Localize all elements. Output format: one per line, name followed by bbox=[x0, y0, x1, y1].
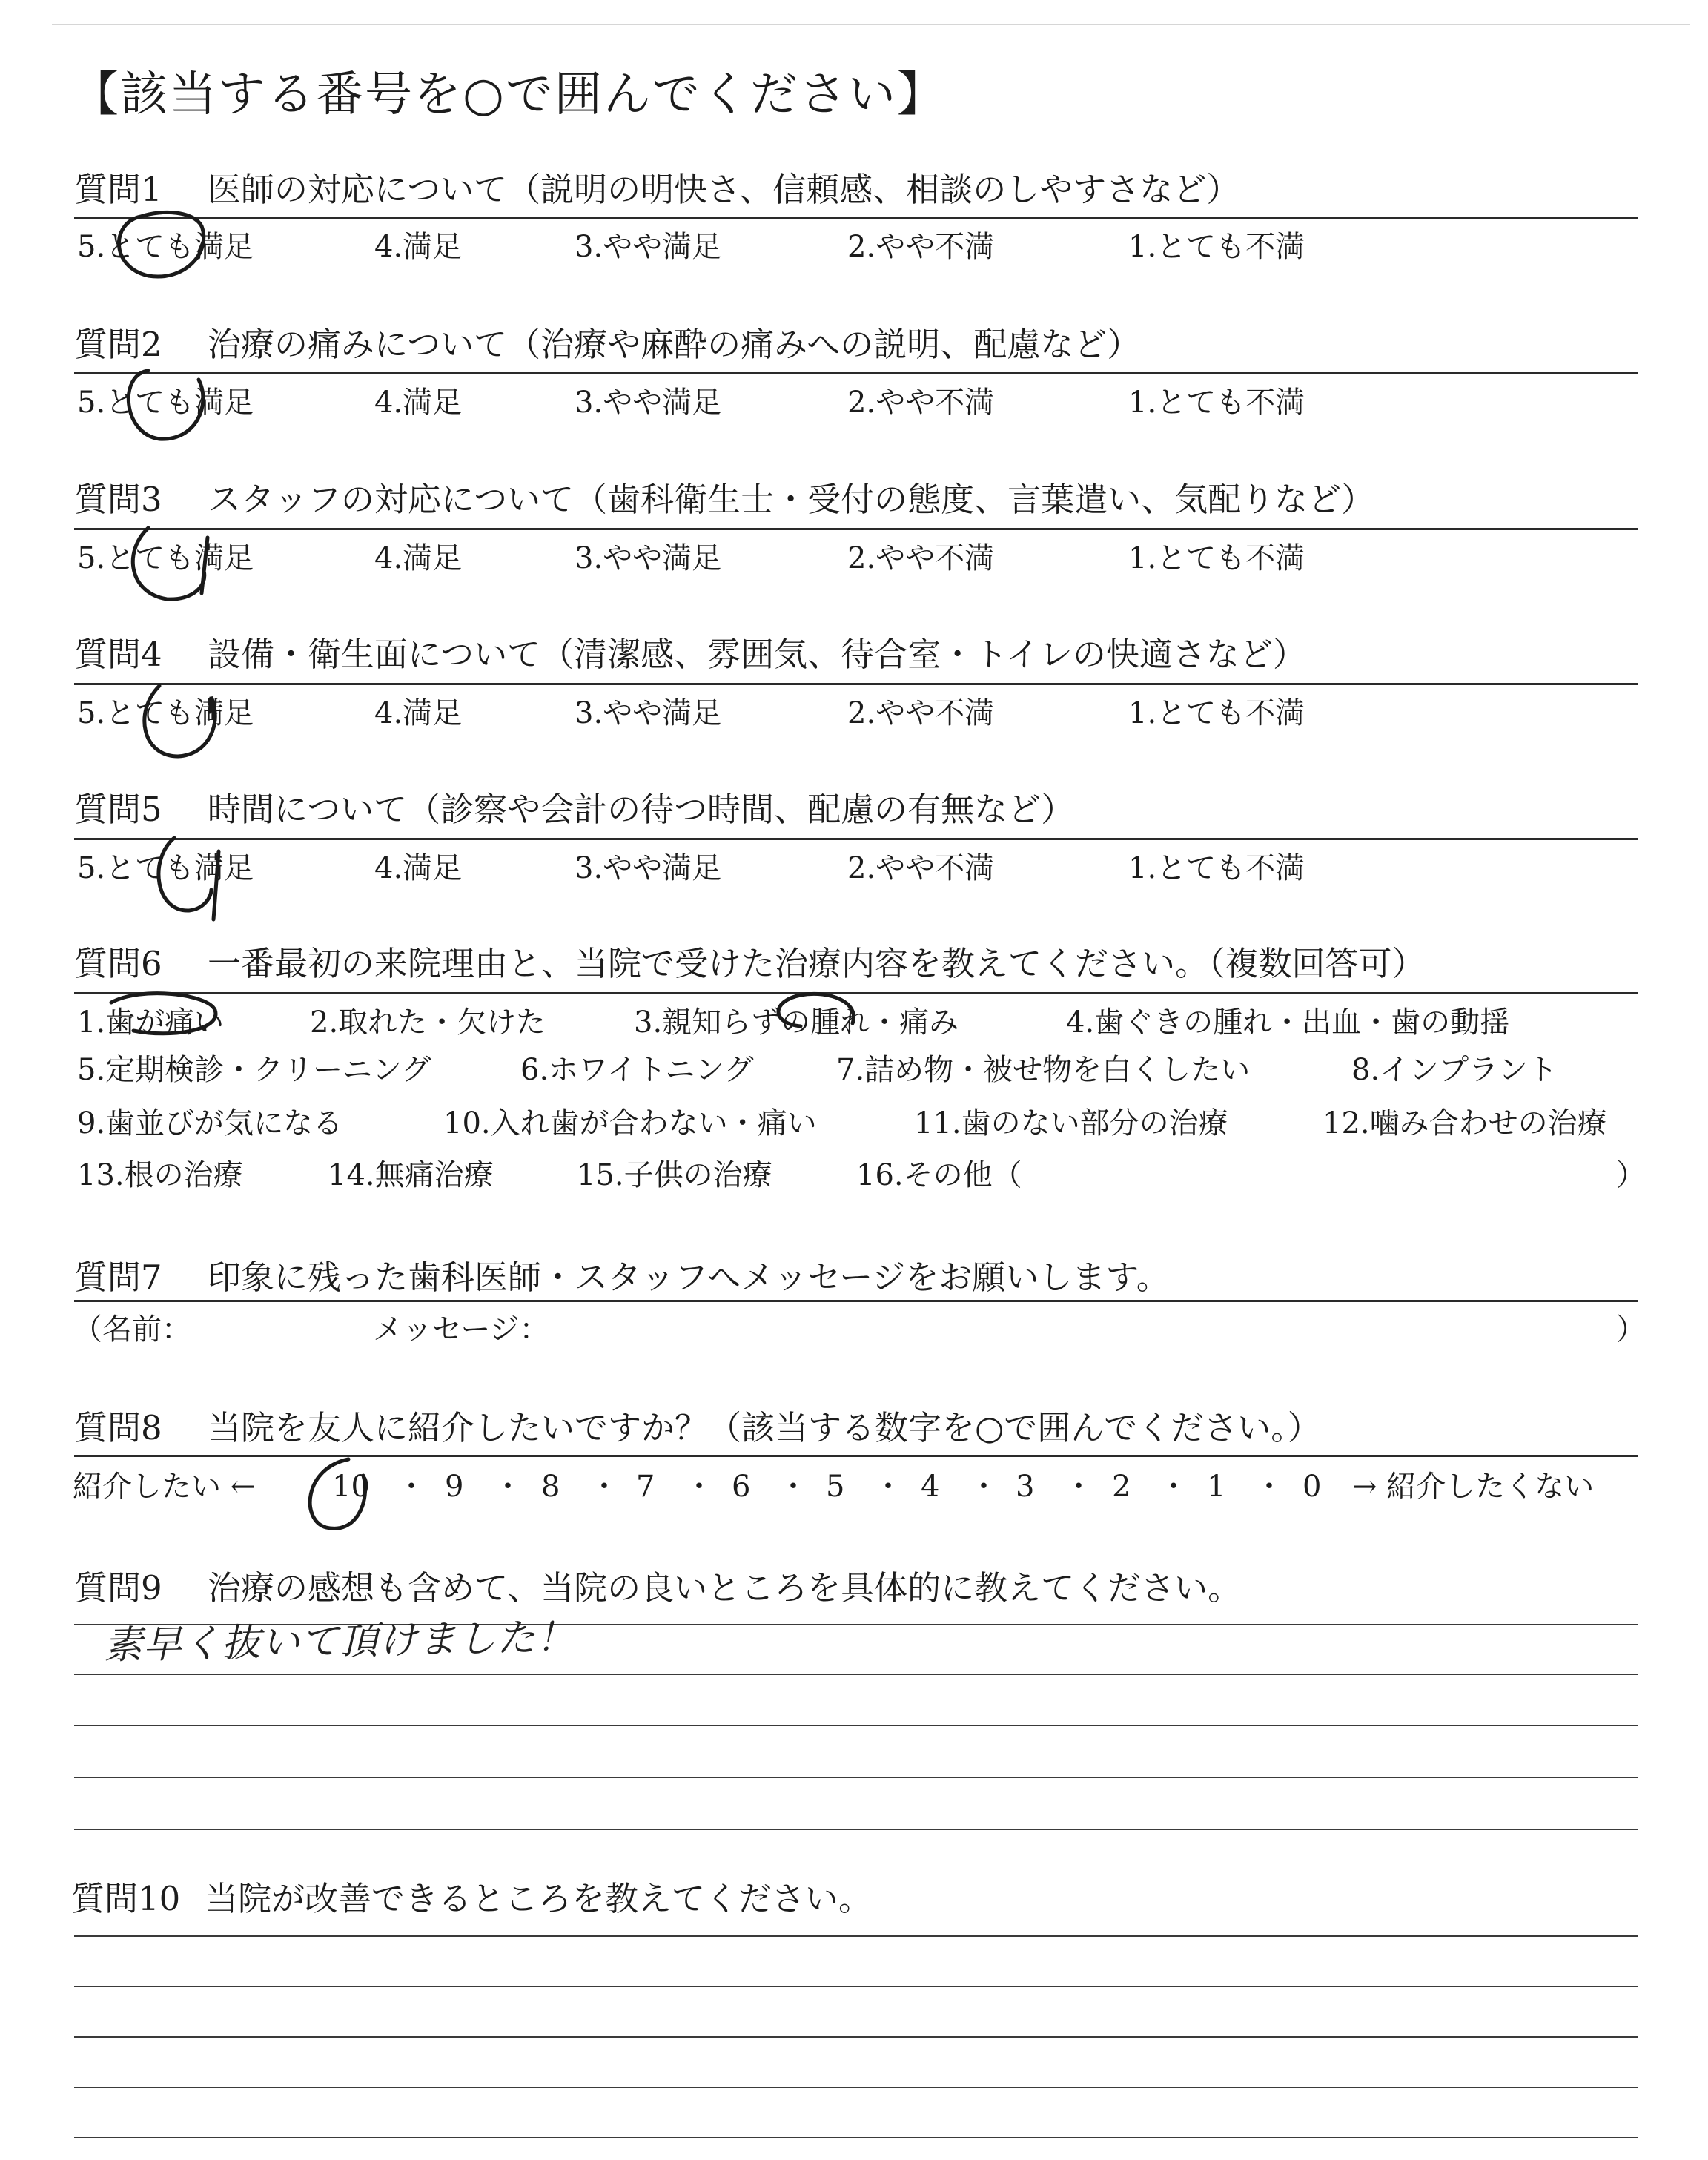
question-rule bbox=[74, 992, 1638, 994]
question-number: 質問4 bbox=[74, 635, 162, 674]
question-text: 一番最初の来院理由と、当院で受けた治療内容を教えてください。（複数回答可） bbox=[208, 944, 1426, 983]
rating-option-5[interactable]: 5.とても満足 bbox=[77, 386, 254, 420]
rating-option-2[interactable]: 2.やや不満 bbox=[847, 696, 995, 730]
q6-option-6[interactable]: 6.ホワイトニング bbox=[520, 1053, 754, 1087]
scale-separator: ・ bbox=[873, 1470, 903, 1504]
question-text: 時間について（診察や会計の待つ時間、配慮の有無など） bbox=[208, 790, 1075, 829]
question-number: 質問1 bbox=[74, 170, 162, 209]
rating-option-1[interactable]: 1.とても不満 bbox=[1128, 230, 1305, 264]
question-number: 質問3 bbox=[74, 480, 162, 519]
question-text: 治療の感想も含めて、当院の良いところを具体的に教えてください。 bbox=[208, 1568, 1242, 1608]
question-4 bbox=[74, 634, 1306, 676]
question-rule bbox=[74, 372, 1638, 374]
question-8 bbox=[74, 1407, 1321, 1449]
rating-option-1[interactable]: 1.とても不満 bbox=[1128, 851, 1305, 885]
question-rule bbox=[74, 528, 1638, 530]
question-rule bbox=[74, 838, 1638, 840]
scale-number[interactable]: 10 bbox=[332, 1470, 370, 1504]
scale-left-label: 紹介したい ← bbox=[73, 1470, 256, 1504]
q6-option-16[interactable]: 16.その他（ bbox=[856, 1158, 1022, 1192]
scale-separator: ・ bbox=[778, 1470, 808, 1504]
rating-option-1[interactable]: 1.とても不満 bbox=[1128, 386, 1305, 420]
scale-separator: ・ bbox=[684, 1470, 714, 1504]
rating-option-3[interactable]: 3.やや満足 bbox=[575, 386, 722, 420]
q6-option-1[interactable]: 1.歯が痛い bbox=[77, 1005, 225, 1040]
close-paren: ） bbox=[1616, 1158, 1646, 1192]
question-text: 設備・衛生面について（清潔感、雰囲気、待合室・トイレの快適さなど） bbox=[208, 635, 1306, 674]
question-9 bbox=[74, 1568, 1241, 1609]
question-number: 質問10 bbox=[71, 1879, 181, 1918]
answer-line bbox=[74, 1725, 1638, 1726]
answer-line bbox=[74, 2087, 1638, 2088]
q6-option-3[interactable]: 3.親知らずの腫れ・痛み bbox=[634, 1005, 959, 1040]
scale-number[interactable]: 5 bbox=[826, 1470, 845, 1504]
scale-separator: ・ bbox=[1254, 1470, 1284, 1504]
top-border bbox=[52, 24, 1690, 25]
rating-option-2[interactable]: 2.やや不満 bbox=[847, 541, 995, 575]
rating-option-3[interactable]: 3.やや満足 bbox=[575, 851, 722, 885]
answer-line bbox=[74, 2036, 1638, 2038]
question-rule bbox=[74, 683, 1638, 685]
rating-option-4[interactable]: 4.満足 bbox=[374, 851, 463, 885]
question-text: 医師の対応について（説明の明快さ、信頼感、相談のしやすさなど） bbox=[208, 170, 1240, 209]
q6-option-11[interactable]: 11.歯のない部分の治療 bbox=[914, 1106, 1228, 1140]
question-2 bbox=[74, 324, 1140, 366]
q9-handwritten-answer: 素早く抜いて頂けました！ bbox=[103, 1615, 576, 1668]
q6-option-10[interactable]: 10.入れ歯が合わない・痛い bbox=[443, 1106, 817, 1140]
question-text: 当院が改善できるところを教えてください。 bbox=[205, 1879, 873, 1918]
scale-number[interactable]: 1 bbox=[1207, 1470, 1226, 1504]
rating-option-2[interactable]: 2.やや不満 bbox=[847, 851, 995, 885]
question-5 bbox=[74, 789, 1074, 830]
message-label: メッセージ： bbox=[373, 1312, 549, 1347]
q6-option-2[interactable]: 2.取れた・欠けた bbox=[310, 1005, 546, 1040]
scale-separator: ・ bbox=[397, 1470, 426, 1504]
rating-option-1[interactable]: 1.とても不満 bbox=[1128, 696, 1305, 730]
scale-number[interactable]: 2 bbox=[1112, 1470, 1131, 1504]
rating-option-2[interactable]: 2.やや不満 bbox=[847, 386, 995, 420]
q6-option-15[interactable]: 15.子供の治療 bbox=[577, 1158, 772, 1192]
question-6 bbox=[74, 943, 1426, 985]
q6-option-13[interactable]: 13.根の治療 bbox=[77, 1158, 243, 1192]
scale-separator: ・ bbox=[1064, 1470, 1093, 1504]
question-number: 質問6 bbox=[74, 944, 162, 983]
question-rule bbox=[74, 217, 1638, 219]
scale-number[interactable]: 9 bbox=[445, 1470, 464, 1504]
question-rule bbox=[74, 1455, 1638, 1457]
rating-option-5[interactable]: 5.とても満足 bbox=[77, 851, 254, 885]
answer-line bbox=[74, 1986, 1638, 1987]
rating-option-1[interactable]: 1.とても不満 bbox=[1128, 541, 1305, 575]
rating-option-3[interactable]: 3.やや満足 bbox=[575, 230, 722, 264]
q6-option-14[interactable]: 14.無痛治療 bbox=[328, 1158, 494, 1192]
rating-option-4[interactable]: 4.満足 bbox=[374, 696, 463, 730]
question-number: 質問2 bbox=[74, 325, 162, 364]
question-number: 質問9 bbox=[74, 1568, 162, 1608]
rating-option-5[interactable]: 5.とても満足 bbox=[77, 230, 254, 264]
scale-separator: ・ bbox=[493, 1470, 523, 1504]
answer-line bbox=[74, 1829, 1638, 1830]
answer-line bbox=[74, 1674, 1638, 1675]
question-text: 治療の痛みについて（治療や麻酔の痛みへの説明、配慮など） bbox=[208, 325, 1141, 364]
rating-option-5[interactable]: 5.とても満足 bbox=[77, 541, 254, 575]
rating-option-4[interactable]: 4.満足 bbox=[374, 386, 463, 420]
scale-separator: ・ bbox=[589, 1470, 619, 1504]
rating-option-3[interactable]: 3.やや満足 bbox=[575, 541, 722, 575]
question-number: 質問5 bbox=[74, 790, 162, 829]
scale-number[interactable]: 4 bbox=[921, 1470, 940, 1504]
question-number: 質問7 bbox=[74, 1258, 162, 1297]
scale-number[interactable]: 7 bbox=[636, 1470, 655, 1504]
q6-option-9[interactable]: 9.歯並びが気になる bbox=[77, 1106, 343, 1140]
scale-number[interactable]: 0 bbox=[1302, 1470, 1322, 1504]
scale-number[interactable]: 8 bbox=[541, 1470, 560, 1504]
rating-option-5[interactable]: 5.とても満足 bbox=[77, 696, 254, 730]
question-number: 質問8 bbox=[74, 1408, 162, 1447]
q6-option-7[interactable]: 7.詰め物・被せ物を白くしたい bbox=[836, 1053, 1251, 1087]
page-title: 【該当する番号を○で囲んでください】 bbox=[71, 67, 946, 122]
answer-line bbox=[74, 2137, 1638, 2138]
scale-number[interactable]: 6 bbox=[732, 1470, 751, 1504]
close-paren: ） bbox=[1616, 1312, 1646, 1347]
question-text: スタッフの対応について（歯科衛生士・受付の態度、言葉遣い、気配りなど） bbox=[208, 480, 1375, 519]
question-10 bbox=[71, 1878, 872, 1920]
q6-option-12[interactable]: 12.噛み合わせの治療 bbox=[1323, 1106, 1607, 1140]
question-1 bbox=[74, 169, 1239, 211]
scale-separator: ・ bbox=[969, 1470, 999, 1504]
answer-line bbox=[74, 1777, 1638, 1778]
answer-line bbox=[74, 1935, 1638, 1937]
rating-option-4[interactable]: 4.満足 bbox=[374, 230, 463, 264]
rating-option-4[interactable]: 4.満足 bbox=[374, 541, 463, 575]
rating-option-2[interactable]: 2.やや不満 bbox=[847, 230, 995, 264]
scale-number[interactable]: 3 bbox=[1016, 1470, 1035, 1504]
question-rule bbox=[74, 1300, 1638, 1302]
q6-option-4[interactable]: 4.歯ぐきの腫れ・出血・歯の動揺 bbox=[1066, 1005, 1510, 1040]
question-7 bbox=[74, 1257, 1170, 1298]
q6-option-5[interactable]: 5.定期検診・クリーニング bbox=[77, 1053, 431, 1087]
scale-separator: ・ bbox=[1159, 1470, 1188, 1504]
question-text: 印象に残った歯科医師・スタッフへメッセージをお願いします。 bbox=[208, 1258, 1170, 1297]
rating-option-3[interactable]: 3.やや満足 bbox=[575, 696, 722, 730]
name-label: （名前： bbox=[73, 1312, 191, 1347]
question-3 bbox=[74, 479, 1374, 521]
q6-option-8[interactable]: 8.インプラント bbox=[1351, 1053, 1558, 1087]
question-text: 当院を友人に紹介したいですか？（該当する数字を○で囲んでください。） bbox=[208, 1408, 1321, 1447]
scale-right-label: → 紹介したくない bbox=[1352, 1470, 1595, 1504]
